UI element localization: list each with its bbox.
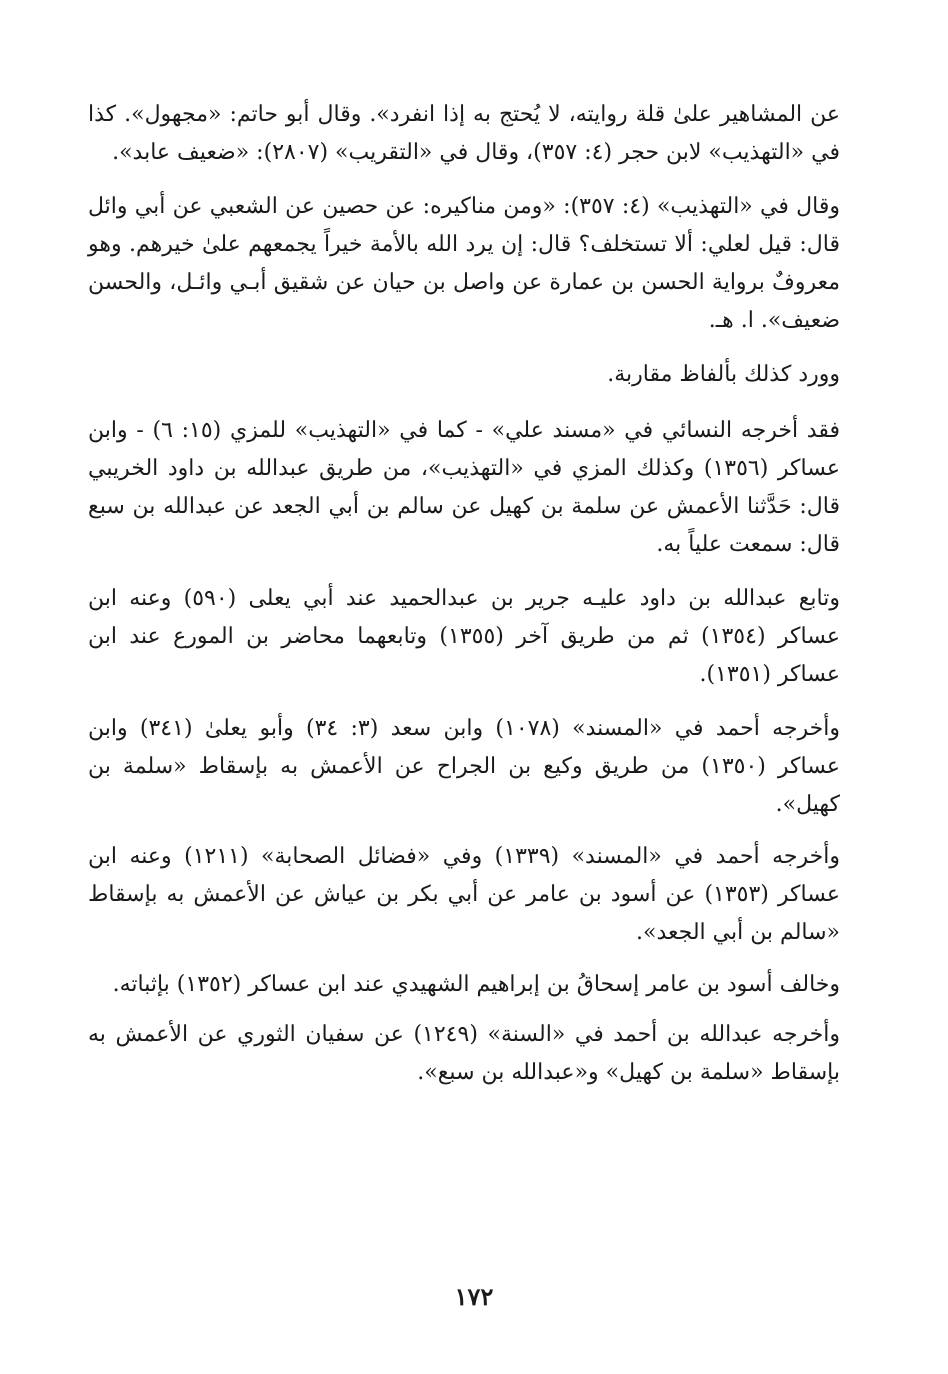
paragraph: وقال في «التهذيب» (٤: ٣٥٧): «ومن مناكيره: عن حصين عن الشعبي عن أبي وائل قال: قيل لعلي: ألا تستخلف؟ قال: إن يرد الله بالأمة خيراً يجمعهم علىٰ خيرهم. وهو معروفٌ برواية الحسن بن عمارة عن واصل بن حيان عن شقيق أبـي وائـل، والحسن ضعيف». ا. هـ. xyxy=(88,194,840,333)
paragraph: وأخرجه أحمد في «المسند» (١٣٣٩) وفي «فضائل الصحابة» (١٢١١) وعنه ابن عساكر (١٣٥٣) عن أسود بن عامر عن أبي بكر بن عياش عن الأعمش به بإسقاط «سالم بن أبي الجعد». xyxy=(88,844,840,945)
paragraph: عن المشاهير علىٰ قلة روايته، لا يُحتج به إذا انفرد». وقال أبو حاتم: «مجهول». كذا في «التهذيب» لابن حجر (٤: ٣٥٧)، وقال في «التقريب» (٢٨٠٧): «ضعيف عابد». xyxy=(88,102,840,165)
paragraph: وورد كذلك بألفاظ مقاربة. xyxy=(607,362,840,387)
paragraph: وخالف أسود بن عامر إسحاقُ بن إبراهيم الشهيدي عند ابن عساكر (١٣٥٢) بإثباته. xyxy=(112,972,840,997)
paragraph: وأخرجه عبدالله بن أحمد في «السنة» (١٢٤٩) عن سفيان الثوري عن الأعمش به بإسقاط «سلمة بن كهيل» و«عبدالله بن سبع». xyxy=(88,1022,840,1085)
paragraph: وتابع عبدالله بن داود عليـه جرير بن عبدالحميد عند أبي يعلى (٥٩٠) وعنه ابن عساكر (١٣٥٤) ثم من طريق آخر (١٣٥٥) وتابعهما محاضر بن المورع عند ابن عساكر (١٣٥١). xyxy=(88,586,840,687)
page-body xyxy=(88,96,840,1092)
paragraph: فقد أخرجه النسائي في «مسند علي» - كما في «التهذيب» للمزي (١٥: ٦) - وابن عساكر (١٣٥٦) وكذلك المزي في «التهذيب»، من طريق عبدالله بن داود الخريبي قال: حَدَّثنا الأعمش عن سلمة بن كهيل عن سالم بن أبي الجعد عن عبدالله بن سبع قال: سمعت علياً به. xyxy=(88,418,841,557)
paragraph: وأخرجه أحمد في «المسند» (١٠٧٨) وابن سعد (٣: ٣٤) وأبو يعلىٰ (٣٤١) وابن عساكر (١٣٥٠) من طريق وكيع بن الجراح عن الأعمش به بإسقاط «سلمة بن كهيل». xyxy=(88,716,840,817)
page-number: ١٧٢ xyxy=(454,1282,494,1311)
